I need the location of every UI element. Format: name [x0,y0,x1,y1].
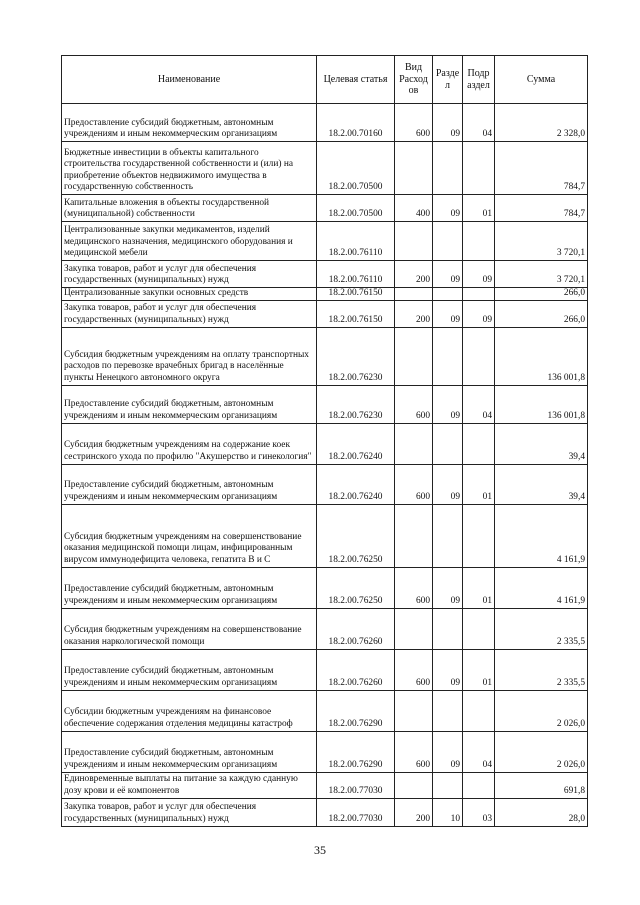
row-section: 09 [433,385,463,423]
row-name: Закупка товаров, работ и услуг для обеспечения государственных (муниципальных) нужд [62,261,317,288]
row-sum: 266,0 [495,300,588,327]
row-subsection: 01 [463,195,495,222]
table-row [62,649,588,690]
budget-table [61,55,588,827]
row-section [433,608,463,649]
row-target-code: 18.2.00.76290 [317,731,395,772]
row-sum: 784,7 [495,195,588,222]
row-section [433,327,463,385]
row-subsection [463,772,495,798]
row-expense-kind [395,288,433,301]
row-sum: 784,7 [495,142,588,195]
table-row [62,504,588,567]
row-subsection [463,608,495,649]
row-target-code: 18.2.00.70500 [317,195,395,222]
row-sum: 2 026,0 [495,731,588,772]
table-row [62,772,588,798]
table-row [62,195,588,222]
row-section [433,222,463,261]
row-sum: 3 720,1 [495,222,588,261]
row-sum: 39,4 [495,423,588,464]
row-expense-kind [395,608,433,649]
row-section [433,690,463,731]
row-target-code: 18.2.00.77030 [317,772,395,798]
table-header-row [62,56,588,104]
row-subsection [463,690,495,731]
row-subsection [463,142,495,195]
table-row [62,385,588,423]
row-expense-kind [395,222,433,261]
row-target-code: 18.2.00.76240 [317,423,395,464]
row-sum: 3 720,1 [495,261,588,288]
row-subsection: 01 [463,464,495,504]
row-expense-kind: 600 [395,385,433,423]
row-expense-kind [395,142,433,195]
row-target-code: 18.2.00.70500 [317,142,395,195]
table-row [62,731,588,772]
row-expense-kind [395,327,433,385]
row-expense-kind: 600 [395,567,433,608]
row-section [433,423,463,464]
row-target-code: 18.2.00.70160 [317,104,395,142]
row-section [433,288,463,301]
row-name: Предоставление субсидий бюджетным, автономным учреждениям и иным некоммерческим организациям [62,731,317,772]
row-expense-kind [395,423,433,464]
row-expense-kind: 400 [395,195,433,222]
row-sum: 691,8 [495,772,588,798]
row-section: 09 [433,464,463,504]
row-name: Единовременные выплаты на питание за каждую сданную дозу крови и её компонентов [62,772,317,798]
row-subsection: 04 [463,731,495,772]
row-name: Предоставление субсидий бюджетным, автономным учреждениям и иным некоммерческим организациям [62,104,317,142]
header-section: Разде л [433,56,463,104]
row-name: Предоставление субсидий бюджетным, автономным учреждениям и иным некоммерческим организациям [62,649,317,690]
row-sum: 2 026,0 [495,690,588,731]
table-row [62,261,588,288]
row-sum: 2 335,5 [495,608,588,649]
row-target-code: 18.2.00.76150 [317,300,395,327]
row-target-code: 18.2.00.76150 [317,288,395,301]
row-section: 09 [433,731,463,772]
table-row [62,300,588,327]
table-row [62,423,588,464]
row-expense-kind: 200 [395,300,433,327]
table-row [62,142,588,195]
row-name: Субсидии бюджетным учреждениям на финансовое обеспечение содержания отделения медицины катастроф [62,690,317,731]
row-target-code: 18.2.00.76110 [317,261,395,288]
row-subsection: 09 [463,300,495,327]
row-subsection [463,504,495,567]
table-row [62,327,588,385]
row-expense-kind: 200 [395,261,433,288]
row-subsection: 04 [463,104,495,142]
row-name: Субсидия бюджетным учреждениям на совершенствование оказания наркологической помощи [62,608,317,649]
row-expense-kind [395,504,433,567]
row-subsection [463,327,495,385]
row-sum: 266,0 [495,288,588,301]
row-sum: 136 001,8 [495,327,588,385]
row-expense-kind [395,772,433,798]
header-kind: Вид Расход ов [395,56,433,104]
row-section: 09 [433,195,463,222]
row-sum: 4 161,9 [495,567,588,608]
row-subsection: 09 [463,261,495,288]
table-row [62,798,588,826]
row-subsection: 03 [463,798,495,826]
header-subsection: Подр аздел [463,56,495,104]
row-subsection: 01 [463,567,495,608]
table-row [62,288,588,301]
row-target-code: 18.2.00.76260 [317,649,395,690]
row-subsection [463,423,495,464]
row-subsection [463,222,495,261]
row-section: 10 [433,798,463,826]
row-expense-kind: 600 [395,464,433,504]
row-section: 09 [433,567,463,608]
table-row [62,690,588,731]
row-sum: 2 335,5 [495,649,588,690]
row-subsection: 04 [463,385,495,423]
row-name: Закупка товаров, работ и услуг для обеспечения государственных (муниципальных) нужд [62,798,317,826]
row-sum: 136 001,8 [495,385,588,423]
row-name: Капитальные вложения в объекты государственной (муниципальной) собственности [62,195,317,222]
table-row [62,567,588,608]
row-name: Предоставление субсидий бюджетным, автономным учреждениям и иным некоммерческим организациям [62,385,317,423]
row-section: 09 [433,261,463,288]
row-name: Закупка товаров, работ и услуг для обеспечения государственных (муниципальных) нужд [62,300,317,327]
header-sum: Сумма [495,56,588,104]
row-target-code: 18.2.00.77030 [317,798,395,826]
table-row [62,104,588,142]
table-row [62,608,588,649]
row-expense-kind: 200 [395,798,433,826]
row-section [433,772,463,798]
row-sum: 28,0 [495,798,588,826]
page-number: 35 [314,843,326,857]
row-expense-kind: 600 [395,104,433,142]
row-section: 09 [433,649,463,690]
row-target-code: 18.2.00.76260 [317,608,395,649]
row-target-code: 18.2.00.76250 [317,567,395,608]
row-target-code: 18.2.00.76110 [317,222,395,261]
row-expense-kind: 600 [395,731,433,772]
row-target-code: 18.2.00.76230 [317,385,395,423]
row-section [433,504,463,567]
row-name: Централизованные закупки основных средств [62,288,317,301]
header-name: Наименование [62,56,317,104]
row-sum: 4 161,9 [495,504,588,567]
row-name: Субсидия бюджетным учреждениям на содержание коек сестринского ухода по профилю "Акушерство и гинекология" [62,423,317,464]
row-target-code: 18.2.00.76230 [317,327,395,385]
row-name: Предоставление субсидий бюджетным, автономным учреждениям и иным некоммерческим организациям [62,567,317,608]
row-expense-kind [395,690,433,731]
row-name: Субсидия бюджетным учреждениям на оплату транспортных расходов по перевозке врачебных бригад в населённые пункты Ненецкого автономного округа [62,327,317,385]
row-section: 09 [433,104,463,142]
row-target-code: 18.2.00.76290 [317,690,395,731]
row-sum: 2 328,0 [495,104,588,142]
row-section: 09 [433,300,463,327]
row-subsection: 01 [463,649,495,690]
row-name: Субсидия бюджетным учреждениям на совершенствование оказания медицинской помощи лицам, инфицированным вирусом иммунодефицита человека, гепатита В и С [62,504,317,567]
row-target-code: 18.2.00.76240 [317,464,395,504]
header-target: Целевая статья [317,56,395,104]
row-target-code: 18.2.00.76250 [317,504,395,567]
table-row [62,222,588,261]
row-expense-kind: 600 [395,649,433,690]
row-section [433,142,463,195]
row-name: Предоставление субсидий бюджетным, автономным учреждениям и иным некоммерческим организациям [62,464,317,504]
row-name: Бюджетные инвестиции в объекты капитального строительства государственной собственности и (или) на приобретение объектов недвижимого имущества в государственную собственность [62,142,317,195]
table-row [62,464,588,504]
table-body [62,104,588,827]
row-name: Централизованные закупки медикаментов, изделий медицинского назначения, медицинского оборудования и медицинской мебели [62,222,317,261]
row-sum: 39,4 [495,464,588,504]
row-subsection [463,288,495,301]
